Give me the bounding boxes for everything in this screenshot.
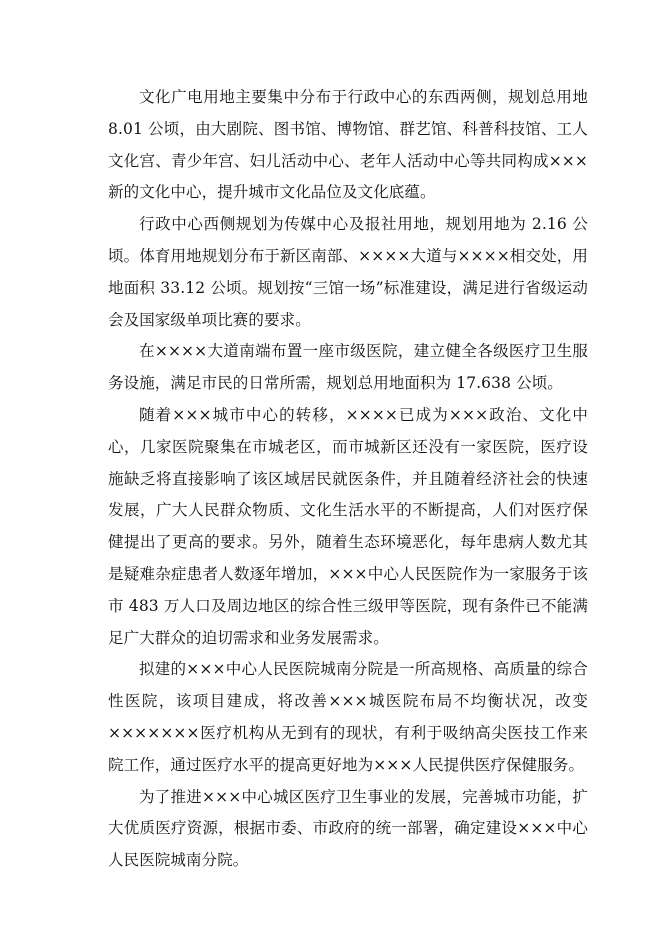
paragraph-hospital-site: 在××××大道南端布置一座市级医院，建立健全各级医疗卫生服务设施，满足市民的日常所需，规划总用地面积为 17.638 公顷。 — [108, 342, 588, 393]
paragraph-cultural-land: 文化广电用地主要集中分布于行政中心的东西两侧，规划总用地 8.01 公顷，由大剧院、图书馆、博物馆、群艺馆、科普科技馆、工人文化宫、青少年宫、妇儿活动中心、老年人活动中心等共同构成×××新的文化中心，提升城市文化品位及文化底蕴。 — [108, 88, 588, 202]
document-body — [108, 82, 588, 877]
paragraph-background: 随着×××城市中心的转移，××××已成为×××政治、文化中心，几家医院聚集在市城老区，而市城新区还没有一家医院，医疗设施缺乏将直接影响了该区域居民就医条件，并且随着经济社会的快速发展，广大人民群众物质、文化生活水平的不断提高，人们对医疗保健提出了更高的要求。另外，随着生态环境恶化，每年患病人数尤其是疑难杂症患者人数逐年增加，×××中心人民医院作为一家服务于该市 483 万人口及周边地区的综合性三级甲等医院，现有条件已不能满足广大群众的迫切需求和业务发展需求。 — [108, 405, 588, 647]
paragraph-decision: 为了推进×××中心城区医疗卫生事业的发展，完善城市功能，扩大优质医疗资源，根据市委、市政府的统一部署，确定建设×××中心人民医院城南分院。 — [108, 787, 588, 870]
paragraph-media-sports-land: 行政中心西侧规划为传媒中心及报社用地，规划用地为 2.16 公顷。体育用地规划分布于新区南部、××××大道与××××相交处，用地面积 33.12 公顷。规划按“三馆一场”标准建设，满足进行省级运动会及国家级单项比赛的要求。 — [108, 215, 588, 329]
paragraph-project-benefits: 拟建的×××中心人民医院城南分院是一所高规格、高质量的综合性医院，该项目建成，将改善×××城医院布局不均衡状况，改变×××××××医疗机构从无到有的现状，有利于吸纳高尖医技工作来院工作，通过医疗水平的提高更好地为×××人民提供医疗保健服务。 — [108, 660, 588, 774]
